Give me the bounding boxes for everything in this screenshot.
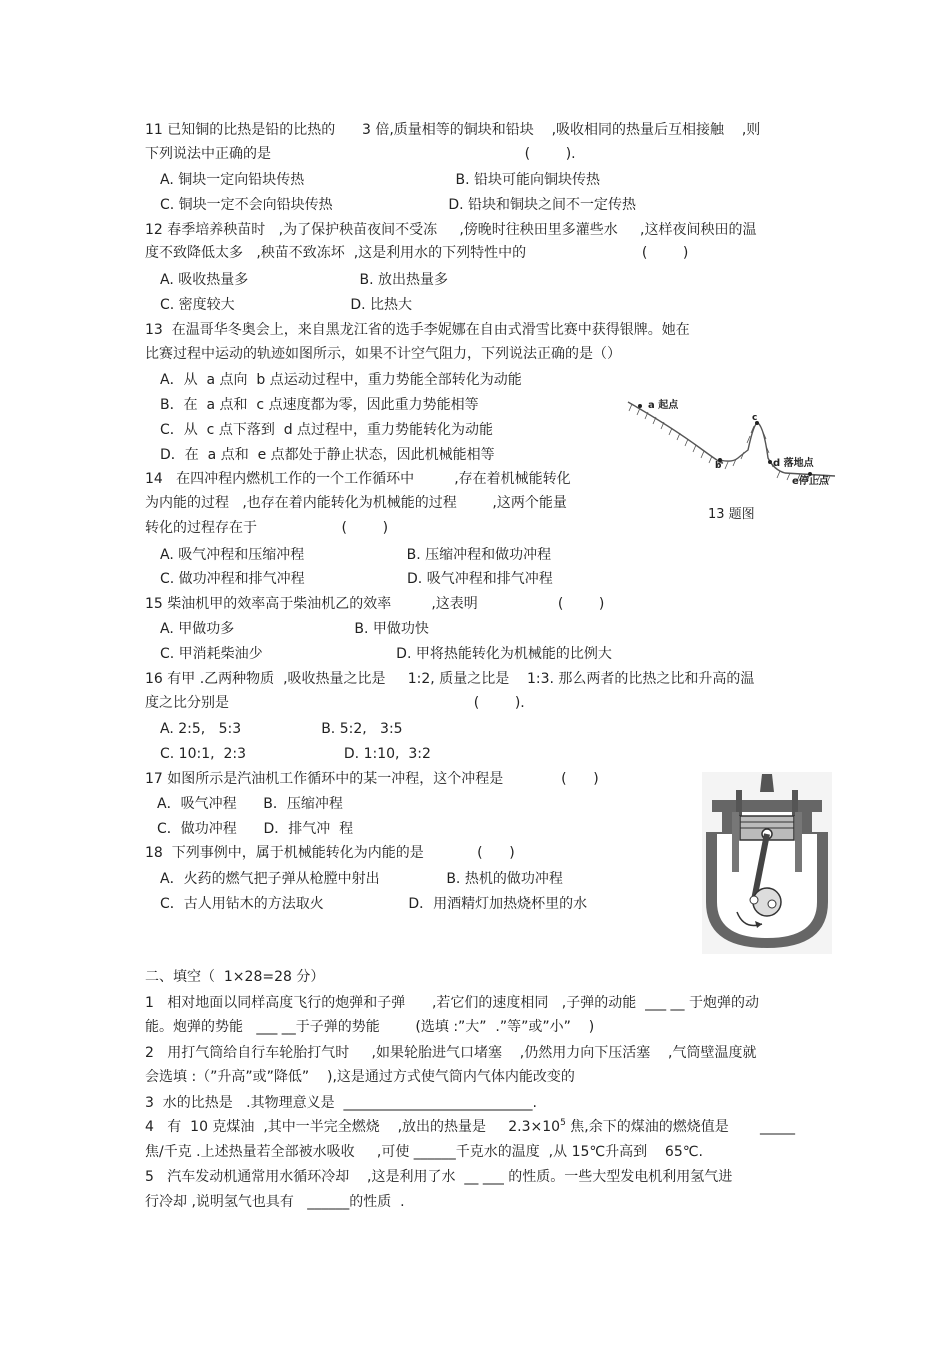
q16-line2: 度之比分别是 ( ). [145, 695, 525, 711]
q12-options-cd: C. 密度较大 D. 比热大 [160, 297, 413, 313]
fill5-line1: 5 汽车发动机通常用水循环冷却 ,这是利用了水 __ ___ 的性质。一些大型发电机利用氢气进 [145, 1169, 733, 1185]
label-e: e停止点 [792, 476, 829, 487]
q18-options-ab: A．火药的燃气把子弹从枪膛中射出 B. 热机的做功冲程 [160, 871, 563, 887]
q13-option-c: C．从 c 点下落到 d 点过程中，重力势能转化为动能 [160, 422, 494, 438]
q13-option-d: D．在 a 点和 e 点都处于静止状态，因此机械能相等 [160, 447, 495, 463]
q16-line1: 16 有甲 .乙两种物质 ,吸收热量之比是 1:2, 质量之比是 1:3. 那么两者的比热之比和升高的温 [145, 671, 755, 687]
q14-line1: 14 在四冲程内燃机工作的一个工作循环中 ,存在着机械能转化 [145, 471, 571, 487]
fill5-line2: 行冷却 ,说明氢气也具有 ______的性质 . [145, 1194, 405, 1210]
q14-line3: 转化的过程存在于 ( ) [145, 520, 389, 536]
q13-option-b: B．在 a 点和 c 点速度都为零，因此重力势能相等 [160, 397, 479, 413]
q15-line1: 15 柴油机甲的效率高于柴油机乙的效率 ,这表明 ( ) [145, 596, 605, 612]
q15-options-ab: A. 甲做功多 B. 甲做功快 [160, 621, 429, 637]
q12-options-ab: A. 吸收热量多 B. 放出热量多 [160, 272, 448, 288]
cylinder-wall-left [732, 812, 739, 872]
q17-options-cd: C．做功冲程 D．排气冲 程 [157, 821, 354, 837]
fill1-line1: 1 相对地面以同样高度飞行的炮弹和子弹 ,若它们的速度相同 ,子弹的动能 ___ __ 于炮弹的动 [145, 995, 760, 1011]
q13-line1: 13 在温哥华冬奥会上，来自黑龙江省的选手李妮娜在自由式滑雪比赛中获得银牌。她在 [145, 322, 690, 338]
label-c: c [752, 413, 758, 423]
fill4-exponent: 5 [560, 1118, 566, 1128]
q16-options-cd: C. 10:1, 2:3 D. 1:10, 3:2 [160, 746, 431, 762]
fill4-line2: 焦/千克 .上述热量若全部被水吸收 ,可使 ______千克水的温度 ,从 15℃升高到 65℃. [145, 1144, 703, 1160]
fill4-text: 4 有 10 克煤油 ,其中一半完全燃烧 ,放出的热量是 2.3×10 [145, 1119, 561, 1135]
q12-line2: 度不致降低太多 ,秧苗不致冻坏 ,这是利用水的下列特性中的 ( ) [145, 245, 689, 261]
spark-plug [760, 774, 774, 792]
fill1-line2: 能。炮弹的势能 ___ __于子弹的势能 (选填 :”大” .”等”或”小” ) [145, 1019, 595, 1035]
label-b: b [715, 461, 722, 471]
q18-line1: 18 下列事例中，属于机械能转化为内能的是 ( ) [145, 845, 515, 861]
q13-line2: 比赛过程中运动的轨迹如图所示，如果不计空气阻力，下列说法正确的是（） [145, 346, 621, 362]
q11-options-ab: A. 铜块一定向铅块传热 B. 铅块可能向铜块传热 [160, 172, 601, 188]
fill4-text-tail: 焦,余下的煤油的燃烧值是 [565, 1119, 729, 1135]
q16-options-ab: A. 2:5, 5:3 B. 5:2, 3:5 [160, 721, 403, 737]
q14-options-ab: A. 吸气冲程和压缩冲程 B. 压缩冲程和做功冲程 [160, 547, 552, 563]
section-fill-heading: 二、填空（ 1×28=28 分） [145, 969, 325, 985]
label-d: d 落地点 [773, 458, 814, 469]
q14-options-cd: C. 做功冲程和排气冲程 D. 吸气冲程和排气冲程 [160, 571, 553, 587]
q15-options-cd: C. 甲消耗柴油少 D. 甲将热能转化为机械能的比例大 [160, 646, 612, 662]
cylinder-wall-right [795, 812, 802, 872]
q11-options-cd: C. 铜块一定不会向铅块传热 D. 铅块和铜块之间不一定传热 [160, 197, 637, 213]
fill3-line1: 3 水的比热是 .其物理意义是 ___________________________. [145, 1095, 537, 1111]
fill4-line1 [145, 1117, 729, 1137]
q12-line1: 12 春季培养秧苗时 ,为了保护秧苗夜间不受冻 ,傍晚时往秧田里多灌些水 ,这样夜间秧田的温 [145, 222, 757, 238]
q11-line2: 下列说法中正确的是 ( ). [145, 146, 576, 162]
fill2-line1: 2 用打气筒给自行车轮胎打气时 ,如果轮胎进气口堵塞 ,仍然用力向下压活塞 ,气筒壁温度就 [145, 1045, 757, 1061]
fill2-line2: 会选填 :（”升高”或”降低” ),这是通过方式使气筒内气体内能改变的 [145, 1069, 575, 1085]
q11-line1: 11 已知铜的比热是铅的比热的 3 倍,质量相等的铜块和铅块 ,吸收相同的热量后互相接触 ,则 [145, 122, 761, 138]
engine-cylinder-figure [702, 772, 832, 954]
q14-line2: 为内能的过程 ,也存在着内能转化为机械能的过程 ,这两个能量 [145, 495, 567, 511]
label-a: a 起点 [648, 400, 679, 411]
ski-trajectory-figure [620, 388, 850, 493]
point-a-marker [638, 404, 642, 408]
point-d-marker [768, 460, 772, 464]
q17-options-ab: A．吸气冲程 B．压缩冲程 [157, 796, 343, 812]
q18-options-cd: C．古人用钻木的方法取火 D．用酒精灯加热烧杯里的水 [160, 896, 588, 912]
q17-line1: 17 如图所示是汽油机工作循环中的某一冲程，这个冲程是 ( ) [145, 771, 599, 787]
fill4-blank: _____ [760, 1119, 795, 1135]
q13-option-a: A．从 a 点向 b 点运动过程中，重力势能全部转化为动能 [160, 372, 522, 388]
ski-figure-caption: 13 题图 [708, 507, 755, 522]
slope-hatching [628, 402, 835, 483]
